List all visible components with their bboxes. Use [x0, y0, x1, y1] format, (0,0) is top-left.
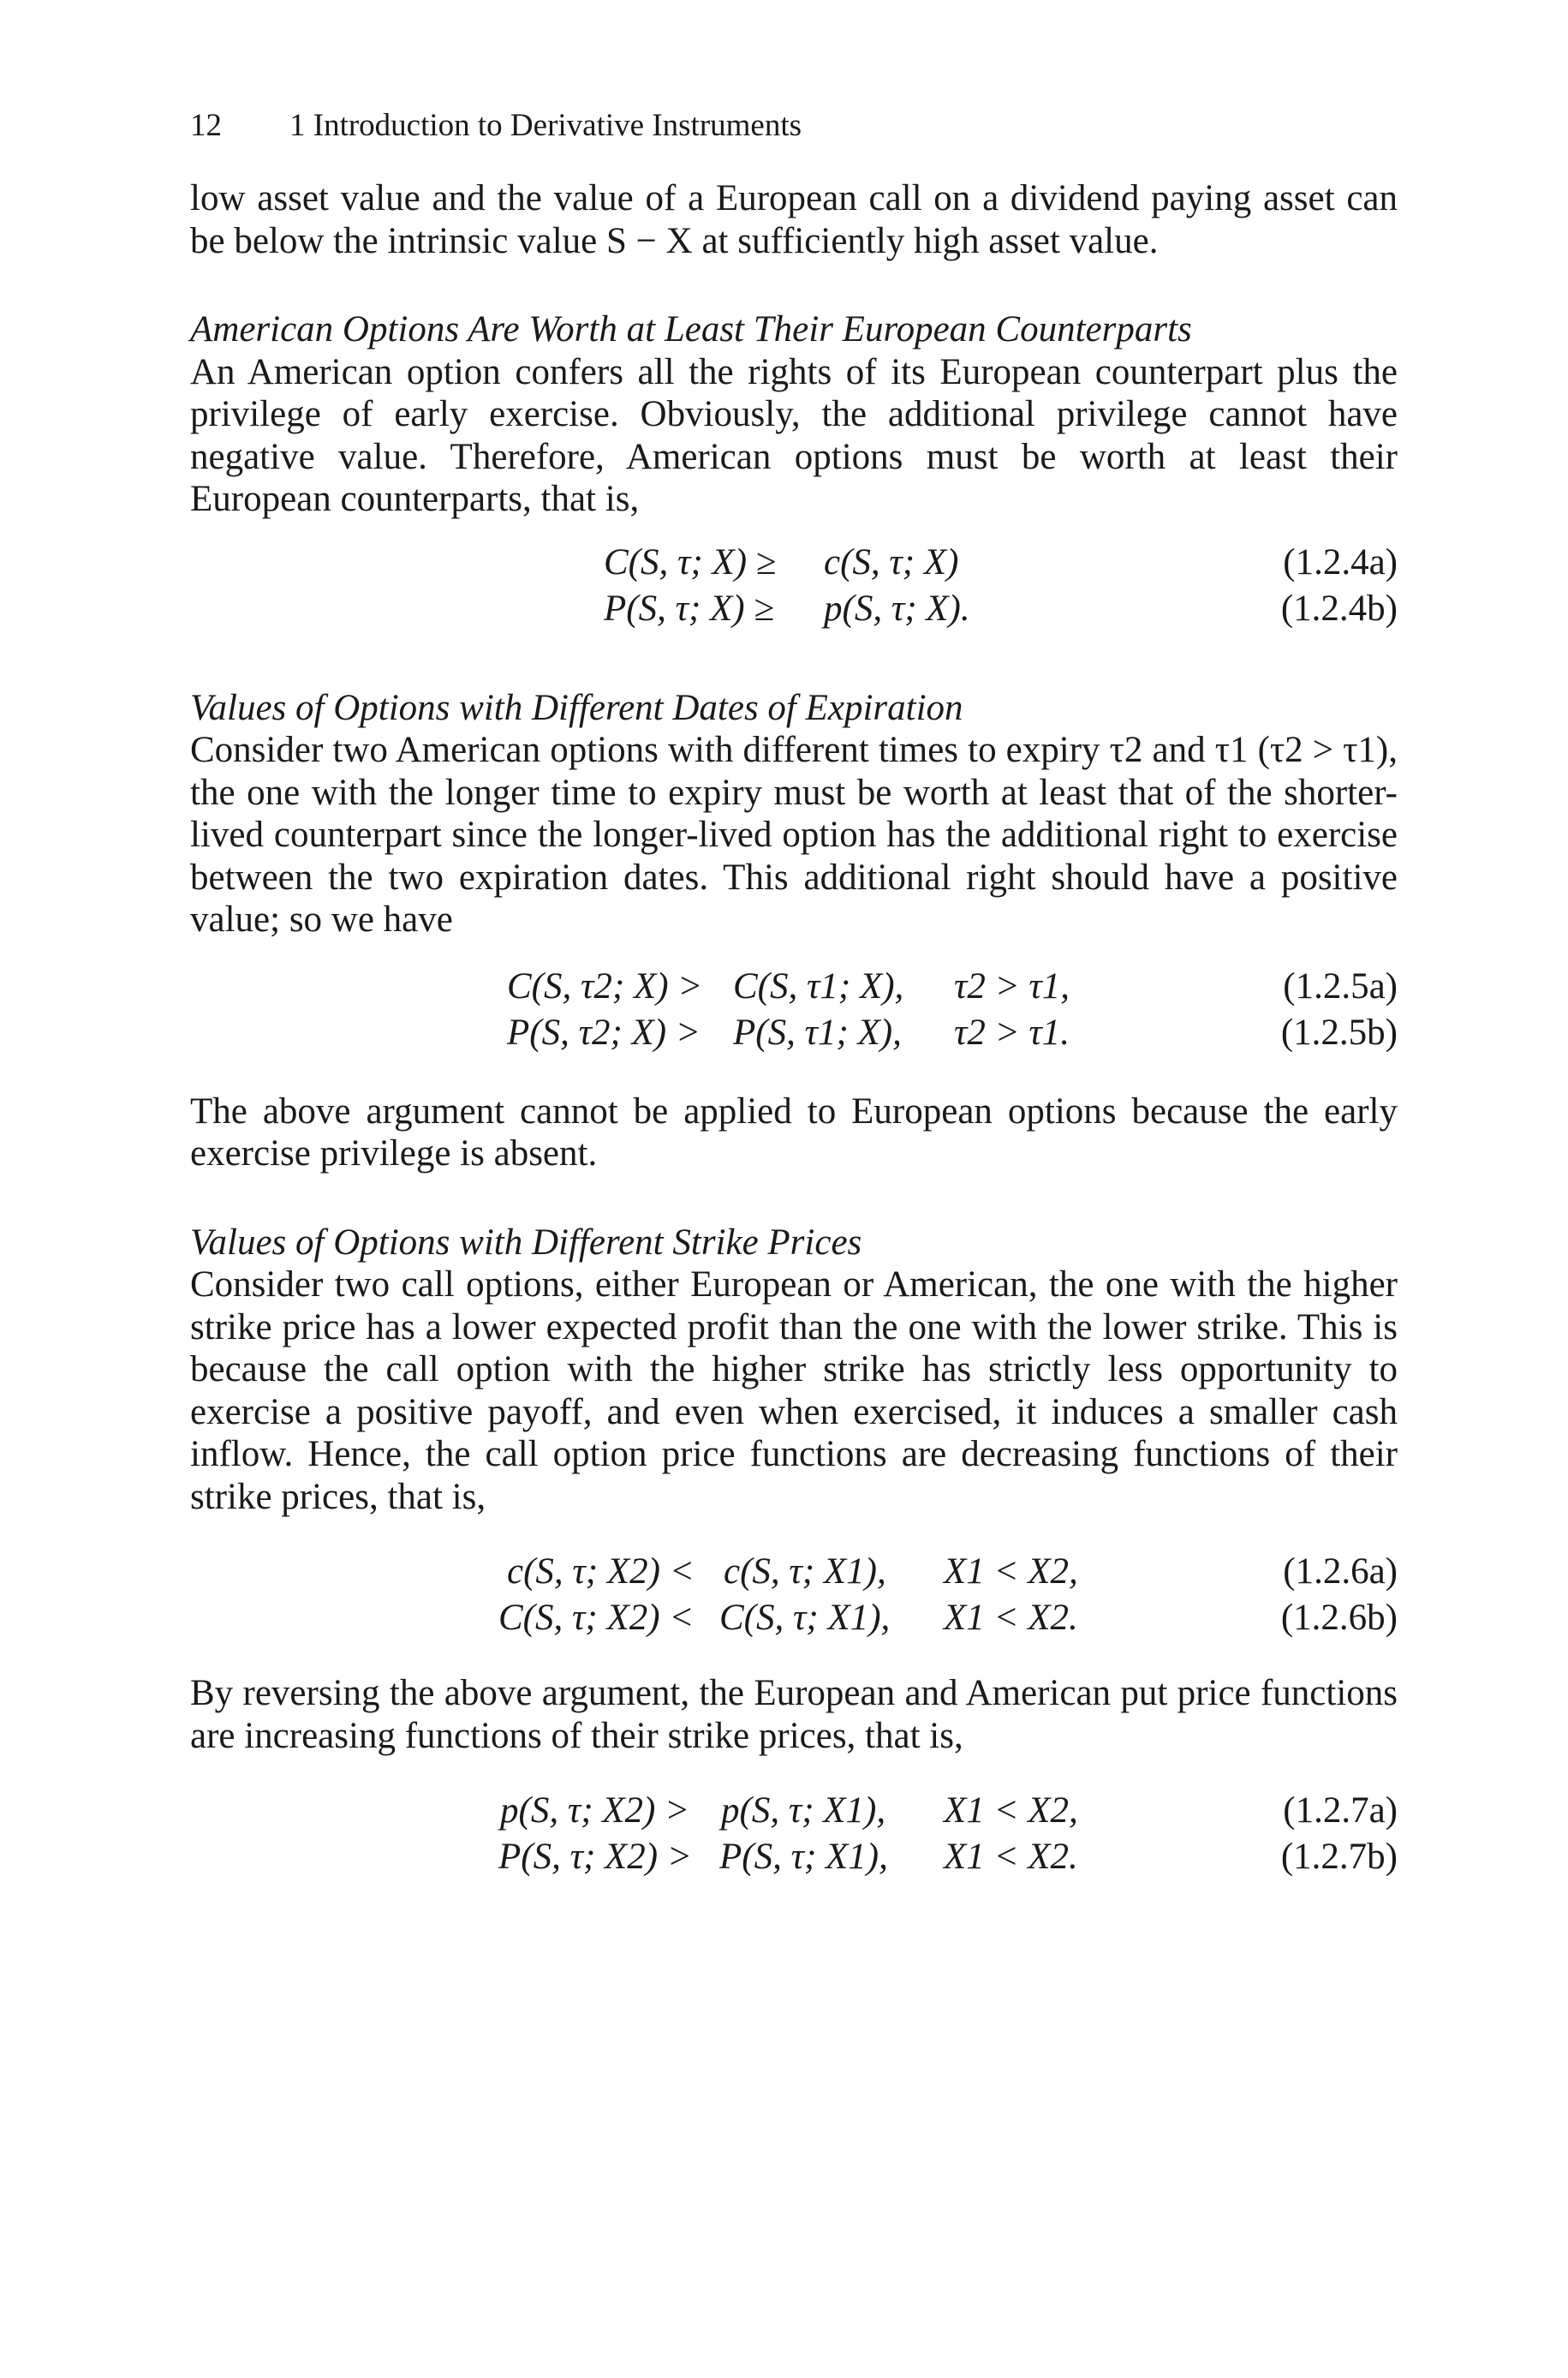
equation-row [190, 1834, 1398, 1880]
equation-row [190, 1595, 1398, 1641]
equation-condition: X1 < X2, [944, 1790, 1078, 1831]
equation-rhs: P(S, τ1; X), [733, 1012, 902, 1053]
book-page [190, 107, 1398, 1880]
equation-condition: X1 < X2. [944, 1598, 1078, 1638]
equation-number: (1.2.4a) [1283, 541, 1398, 583]
equation-rhs: p(S, τ; X1), [721, 1790, 886, 1831]
chapter-title: 1 Introduction to Derivative Instruments [289, 108, 802, 143]
equation-lhs: c(S, τ; X2) < [507, 1551, 695, 1592]
equation-rhs: P(S, τ; X1), [719, 1837, 888, 1877]
equation-lhs: P(S, τ2; X) > [507, 1012, 701, 1053]
equation-lhs: P(S, τ; X) ≥ [604, 588, 774, 629]
equation-rhs: c(S, τ; X1), [724, 1551, 886, 1592]
section-heading-strike-prices: Values of Options with Different Strike Prices [190, 1222, 862, 1263]
equation-row [190, 540, 1398, 586]
page-number: 12 [190, 108, 222, 143]
equation-row [190, 1549, 1398, 1595]
equation-number: (1.2.4b) [1280, 588, 1398, 629]
equation-block-1-2-7 [190, 1788, 1398, 1880]
equation-rhs: C(S, τ; X1), [719, 1598, 891, 1638]
equation-lhs: p(S, τ; X2) > [500, 1790, 690, 1831]
equation-number: (1.2.6b) [1280, 1598, 1398, 1638]
equation-condition: τ2 > τ1. [954, 1012, 1070, 1053]
equation-condition: X1 < X2, [944, 1551, 1078, 1592]
equation-rhs: C(S, τ1; X), [733, 965, 904, 1007]
section-heading-american-vs-european: American Options Are Worth at Least Their European Counterparts [190, 309, 1192, 350]
equation-block-1-2-6 [190, 1549, 1398, 1641]
equation-condition: τ2 > τ1, [954, 965, 1070, 1007]
equation-number: (1.2.7b) [1280, 1837, 1398, 1877]
equation-lhs: C(S, τ; X) ≥ [604, 541, 777, 583]
equation-number: (1.2.5a) [1283, 965, 1398, 1007]
equation-row [190, 586, 1398, 632]
equation-number: (1.2.5b) [1280, 1012, 1398, 1053]
section-heading-expiration-dates: Values of Options with Different Dates of Expiration [190, 687, 963, 728]
equation-lhs: C(S, τ; X2) < [498, 1598, 695, 1638]
intro-paragraph: low asset value and the value of a European call on a dividend paying asset can be below the intrinsic value S − X at sufficiently high asset value. [190, 178, 1398, 261]
equation-condition: X1 < X2. [944, 1837, 1078, 1877]
equation-rhs: p(S, τ; X). [824, 588, 970, 629]
equation-row [190, 1788, 1398, 1834]
equation-number: (1.2.6a) [1283, 1551, 1398, 1592]
equation-number: (1.2.7a) [1283, 1790, 1398, 1831]
running-header [190, 107, 1398, 145]
equation-block-1-2-4 [190, 540, 1398, 632]
equation-block-1-2-5 [190, 964, 1398, 1056]
equation-row [190, 964, 1398, 1010]
equation-rhs: c(S, τ; X) [824, 541, 959, 583]
european-note-paragraph: The above argument cannot be applied to European options because the early exercise privilege is absent. [190, 1090, 1398, 1174]
section-paragraph-strike-prices: Consider two call options, either European or American, the one with the higher strike price has a lower expected profit than the one with the lower strike. This is because the call option with the higher strike has strictly less opportunity to exercise a positive payoff, and even when exercised, it induces a smaller cash inflow. Hence, the call option price functions are decreasing functions of their strike prices, that is, [190, 1264, 1398, 1517]
equation-lhs: P(S, τ; X2) > [498, 1837, 692, 1877]
equation-lhs: C(S, τ2; X) > [507, 965, 703, 1007]
section-paragraph-american-vs-european: An American option confers all the rights of its European counterpart plus the privilege of early exercise. Obviously, the additional privilege cannot have negative value. Therefore, American options must be worth at least their European counterparts, that is, [190, 351, 1398, 519]
section-paragraph-expiration-dates: Consider two American options with different times to expiry τ2 and τ1 (τ2 > τ1), the one with the longer time to expiry must be worth at least that of the shorter-lived counterpart since the longer-lived option has the additional right to exercise between the two expiration dates. This additional right should have a positive value; so we have [190, 730, 1398, 940]
equation-row [190, 1010, 1398, 1056]
put-reverse-paragraph: By reversing the above argument, the European and American put price functions are increasing functions of their strike prices, that is, [190, 1673, 1398, 1756]
